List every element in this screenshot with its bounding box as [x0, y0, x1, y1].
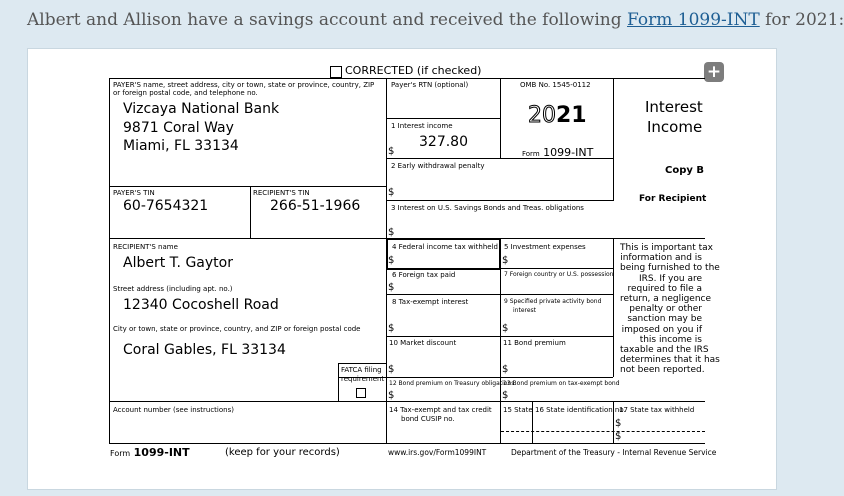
recipient-street: 12340 Cocoshell Road — [123, 297, 279, 313]
payer-label-2: or foreign postal code, and telephone no. — [113, 89, 258, 97]
payer-street: 9871 Coral Way — [123, 120, 234, 136]
box3-label: 3 Interest on U.S. Savings Bonds and Treas. obligations — [391, 204, 584, 212]
box5-label: 5 Investment expenses — [504, 243, 586, 251]
h-box2 — [386, 200, 613, 201]
h-payer — [109, 186, 387, 187]
box13-dollar: $ — [502, 390, 509, 401]
prompt-text-end: for 2021: — [759, 10, 844, 30]
payer-label: PAYER'S name, street address, city or town, state or province, country, ZIP — [113, 81, 375, 89]
box17-label: 17 State tax withheld — [619, 406, 695, 414]
street-label: Street address (including apt. no.) — [113, 285, 233, 293]
state-dashed-line — [501, 431, 705, 432]
box1-dollar: $ — [388, 146, 395, 157]
notice-line: This is important tax — [620, 243, 713, 253]
box6-label: 6 Foreign tax paid — [392, 271, 456, 279]
tax-year — [528, 103, 587, 128]
box2-label: 2 Early withdrawal penalty — [391, 162, 485, 170]
for-recipient-label: For Recipient — [639, 194, 707, 204]
box8-label: 8 Tax-exempt interest — [392, 298, 469, 306]
payer-tin: 60-7654321 — [123, 198, 209, 214]
divider-v2 — [500, 78, 501, 159]
divider-v3 — [613, 78, 614, 201]
corrected-checkbox[interactable] — [330, 66, 342, 78]
title-interest: Interest — [645, 98, 703, 116]
notice-line: required to file a — [627, 283, 702, 294]
notice-line: information and is — [620, 253, 702, 264]
box14-label: 14 Tax-exempt and tax credit — [389, 406, 492, 414]
fatca-checkbox[interactable] — [356, 388, 366, 398]
footer-form-name: 1099-INT — [133, 446, 190, 459]
box10-label: 10 Market discount — [389, 339, 457, 347]
payer-city: Miami, FL 33134 — [123, 138, 239, 154]
divider-fatca — [338, 363, 339, 401]
omb-label: OMB No. 1545-0112 — [520, 81, 591, 89]
corrected-label: CORRECTED (if checked) — [345, 64, 482, 77]
payer-rtn-label: Payer's RTN (optional) — [391, 81, 469, 89]
recipient-city: Coral Gables, FL 33134 — [123, 342, 286, 358]
city-label: City or town, state or province, country, and ZIP or foreign postal code — [113, 325, 361, 333]
box4-dollar: $ — [388, 255, 395, 266]
divider-tin — [250, 186, 251, 239]
form-id — [522, 146, 593, 159]
box12-label: 12 Bond premium on Treasury obligations — [389, 380, 515, 387]
notice-line: being furnished to the — [620, 263, 720, 274]
recipient-tin-label: RECIPIENT'S TIN — [253, 189, 310, 197]
year-suffix: 21 — [556, 103, 587, 128]
box4-label: 4 Federal income tax withheld — [392, 243, 498, 251]
box9-label: 9 Specified private activity bond — [504, 298, 602, 305]
notice-line: IRS. If you are — [639, 273, 702, 284]
form-name: 1099-INT — [543, 146, 594, 159]
footer-keep: (keep for your records) — [225, 447, 340, 458]
fatca-label: FATCA filing — [341, 366, 382, 374]
h-box6 — [386, 294, 613, 295]
box5-dollar: $ — [502, 255, 509, 266]
box11-dollar: $ — [502, 364, 509, 375]
account-label: Account number (see instructions) — [113, 406, 234, 414]
recipient-tin: 266-51-1966 — [270, 198, 361, 214]
box2-dollar: $ — [388, 187, 395, 198]
box7-label: 7 Foreign country or U.S. possession — [504, 271, 614, 278]
box12-dollar: $ — [388, 390, 395, 401]
footer-form-id — [110, 446, 190, 459]
box17-dollar-2: $ — [615, 431, 622, 442]
box13-label: 13 Bond premium on tax-exempt bond — [503, 380, 620, 387]
box9-dollar: $ — [502, 323, 509, 334]
form-word: Form — [522, 150, 540, 158]
expand-plus-icon[interactable]: + — [704, 62, 724, 82]
copy-b-label: Copy B — [665, 165, 704, 176]
footer-form-word: Form — [110, 449, 131, 458]
divider-v5 — [613, 238, 614, 377]
notice-line: imposed on you if — [621, 324, 702, 335]
footer-dept: Department of the Treasury - Internal Revenue Service — [511, 448, 717, 457]
box14-label-2: bond CUSIP no. — [401, 415, 455, 423]
notice-line: this income is — [639, 334, 702, 345]
notice-line: return, a negligence — [620, 294, 712, 305]
box10-dollar: $ — [388, 364, 395, 375]
h-rtn — [386, 118, 500, 119]
prompt-text: Albert and Allison have a savings account and received the following — [27, 10, 628, 30]
form-1099-int-link[interactable]: Form 1099-INT — [627, 10, 760, 30]
box17-dollar: $ — [615, 418, 622, 429]
h-fatca — [338, 363, 386, 364]
form-top-border — [109, 78, 705, 79]
box3-dollar: $ — [388, 227, 395, 238]
footer-url: www.irs.gov/Form1099INT — [388, 448, 487, 457]
box15-label: 15 State — [503, 406, 533, 414]
notice-line: taxable and the IRS — [620, 345, 709, 356]
box1-label: 1 Interest income — [391, 122, 453, 130]
h-box8 — [386, 336, 613, 337]
notice-line: not been reported. — [620, 365, 705, 376]
title-income: Income — [647, 118, 703, 136]
box11-label: 11 Bond premium — [503, 339, 566, 347]
notice-line: sanction may be — [627, 314, 702, 325]
box16-label: 16 State identification no. — [535, 406, 626, 414]
form-bottom-border — [109, 443, 705, 444]
notice-line: penalty or other — [629, 304, 702, 315]
form-left-border — [109, 78, 110, 444]
payer-tin-label: PAYER'S TIN — [113, 189, 155, 197]
recipient-name-label: RECIPIENT'S name — [113, 243, 178, 251]
question-text — [27, 10, 844, 30]
notice-line: determines that it has — [620, 355, 720, 366]
fatca-label-2: requirement — [341, 375, 385, 383]
notice-text — [620, 243, 720, 376]
year-prefix: 20 — [528, 103, 556, 128]
payer-name: Vizcaya National Bank — [123, 101, 280, 117]
recipient-name: Albert T. Gaytor — [123, 255, 233, 271]
h-box12 — [109, 401, 705, 402]
box9-label-2: interest — [513, 307, 537, 314]
box6-dollar: $ — [388, 282, 395, 293]
box1-value: 327.80 — [419, 134, 468, 150]
box8-dollar: $ — [388, 323, 395, 334]
